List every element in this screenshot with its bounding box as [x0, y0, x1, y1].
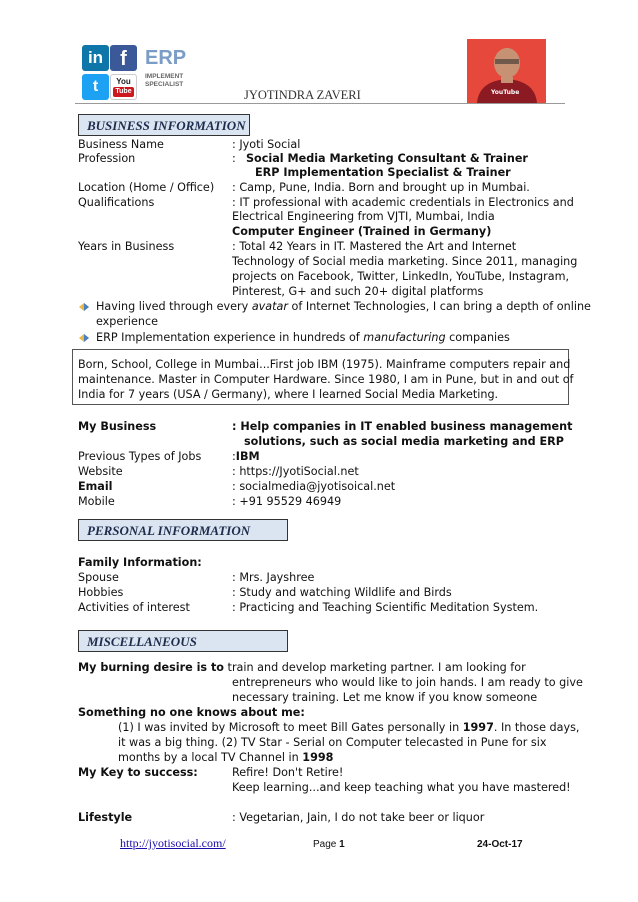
- qualifications-value-3: Computer Engineer (Trained in Germany): [232, 225, 492, 238]
- key-to-success-label: My Key to success:: [78, 766, 198, 779]
- youtube-icon-top: You: [116, 77, 131, 86]
- my-business-label: My Business: [78, 420, 157, 433]
- hobbies-value: : Study and watching Wildlife and Birds: [232, 586, 452, 599]
- erp-logo-sub1: IMPLEMENT: [145, 73, 184, 80]
- mobile-value: : +91 95529 46949: [232, 495, 342, 508]
- background-line-3: India for 7 years (USA / Germany), where I learned Social Media Marketing.: [78, 388, 499, 401]
- business-name-label: Business Name: [78, 138, 164, 151]
- background-line-1: Born, School, College in Mumbai...First job IBM (1975). Mainframe computers repair and: [78, 358, 571, 371]
- bullet-2-text-a: ERP Implementation experience in hundreds of: [96, 331, 364, 344]
- erp-logo: ERP: [145, 47, 187, 69]
- linkedin-icon[interactable]: [82, 45, 109, 71]
- profession-value-2: ERP Implementation Specialist & Trainer: [255, 166, 511, 179]
- location-value: : Camp, Pune, India. Born and brought up in Mumbai.: [232, 181, 530, 194]
- my-business-value-1: : Help companies in IT enabled business management: [232, 420, 573, 433]
- facebook-icon[interactable]: [110, 45, 137, 71]
- header-divider: [75, 103, 565, 104]
- footer-page-prefix: Page: [313, 839, 340, 850]
- section-heading-misc: [78, 630, 288, 652]
- section-heading-personal-label: PERSONAL INFORMATION: [87, 523, 251, 538]
- section-heading-personal: [78, 519, 288, 541]
- spouse-label: Spouse: [78, 571, 119, 584]
- desire-label: My burning desire is to: [78, 661, 224, 674]
- section-heading-business-label: BUSINESS INFORMATION: [87, 118, 246, 133]
- bullet-1-text-b: of Internet Technologies, I can bring a depth of online: [288, 300, 591, 313]
- bullet-1-line-2: experience: [96, 315, 159, 328]
- lifestyle-value: : Vegetarian, Jain, I do not take beer or liquor: [232, 811, 485, 824]
- footer-page-number: [313, 837, 345, 852]
- diamond-bullet-icon: [78, 333, 90, 343]
- something-3-text: months by a local TV Channel in: [118, 751, 303, 764]
- previous-jobs-ibm: IBM: [235, 450, 260, 463]
- years-label: Years in Business: [78, 240, 175, 253]
- desire-line-1: [78, 660, 526, 675]
- qualifications-value-2: Electrical Engineering from VJTI, Mumbai, India: [232, 210, 495, 223]
- qualifications-value-1: : IT professional with academic credentials in Electronics and: [232, 196, 574, 209]
- something-line-3: [118, 750, 333, 765]
- something-1-text-b: . In those days,: [493, 721, 580, 734]
- bullet-1-text-a: Having lived through every: [96, 300, 252, 313]
- footer-date: 24-Oct-17: [477, 839, 523, 850]
- spouse-value: : Mrs. Jayshree: [232, 571, 315, 584]
- qualifications-label: Qualifications: [78, 196, 155, 209]
- previous-jobs-colon: :: [232, 450, 236, 463]
- bullet-2-line: [96, 330, 510, 345]
- desire-value-3: necessary training. Let me know if you know someone: [232, 691, 538, 704]
- activities-label: Activities of interest: [78, 601, 190, 614]
- key-to-success-value-2: Keep learning...and keep teaching what you have mastered!: [232, 781, 571, 794]
- family-heading: Family Information:: [78, 556, 202, 569]
- years-value-2: Technology of Social media marketing. Since 2011, managing: [232, 255, 578, 268]
- business-name-value: : Jyoti Social: [232, 138, 301, 151]
- erp-logo-sub2: SPECIALIST: [145, 81, 184, 88]
- website-link[interactable]: : https://JyotiSocial.net: [232, 465, 359, 478]
- linkedin-icon-label: in: [87, 48, 104, 67]
- youtube-icon-bottom: Tube: [113, 87, 134, 97]
- bullet-1-avatar: avatar: [251, 300, 288, 313]
- years-value-1: : Total 42 Years in IT. Mastered the Art and Internet: [232, 240, 517, 253]
- twitter-icon[interactable]: [82, 74, 109, 100]
- section-heading-business: [78, 114, 250, 136]
- bullet-2-text-b: companies: [445, 331, 510, 344]
- activities-value: : Practicing and Teaching Scientific Meditation System.: [232, 601, 539, 614]
- previous-jobs-value: [232, 449, 260, 464]
- section-heading-misc-label: MISCELLANEOUS: [87, 634, 197, 649]
- desire-value-1: train and develop marketing partner. I am looking for: [224, 661, 526, 674]
- something-line-1: [118, 720, 580, 735]
- profession-label: Profession: [78, 152, 136, 165]
- bullet-1-line-1: [96, 299, 591, 314]
- profession-value-1: Social Media Marketing Consultant & Trainer: [246, 152, 528, 165]
- previous-jobs-label: Previous Types of Jobs: [78, 450, 202, 463]
- footer-page-value: 1: [339, 839, 345, 850]
- footer-website-link[interactable]: http://jyotisocial.com/: [120, 836, 226, 850]
- profession-colon: :: [232, 152, 236, 165]
- years-value-4: Pinterest, G+ and such 20+ digital platforms: [232, 285, 484, 298]
- email-label: Email: [78, 480, 113, 493]
- my-business-value-2: solutions, such as social media marketing and ERP: [244, 435, 564, 448]
- facebook-icon-label: f: [120, 48, 127, 70]
- twitter-icon-label: t: [92, 78, 99, 95]
- diamond-bullet-icon: [78, 302, 90, 312]
- something-1-text-a: (1) I was invited by Microsoft to meet Bill Gates personally in: [118, 721, 463, 734]
- something-3-year: 1998: [302, 751, 334, 764]
- lifestyle-label: Lifestyle: [78, 811, 133, 824]
- something-heading: Something no one knows about me:: [78, 706, 305, 719]
- years-value-3: projects on Facebook, Twitter, LinkedIn, YouTube, Instagram,: [232, 270, 570, 283]
- key-to-success-value-1: Refire! Don't Retire!: [232, 766, 344, 779]
- profile-photo: [467, 39, 546, 103]
- background-line-2: maintenance. Master in Computer Hardware. Since 1980, I am in Pune, but in and out of: [78, 373, 574, 386]
- person-name: JYOTINDRA ZAVERI: [244, 88, 361, 102]
- desire-value-2: entrepreneurs who would like to join hands. I am ready to give: [232, 676, 583, 689]
- bullet-2-manufacturing: manufacturing: [363, 331, 446, 344]
- location-label: Location (Home / Office): [78, 181, 215, 194]
- mobile-label: Mobile: [78, 495, 115, 508]
- youtube-icon[interactable]: [110, 74, 137, 100]
- email-link[interactable]: : socialmedia@jyotisoical.net: [232, 480, 396, 493]
- something-line-2: it was a big thing. (2) TV Star - Serial on Computer telecasted in Pune for six: [118, 736, 547, 749]
- something-1-year: 1997: [462, 721, 494, 734]
- website-label: Website: [78, 465, 123, 478]
- photo-shirt-text: YouTube: [491, 89, 520, 96]
- hobbies-label: Hobbies: [78, 586, 124, 599]
